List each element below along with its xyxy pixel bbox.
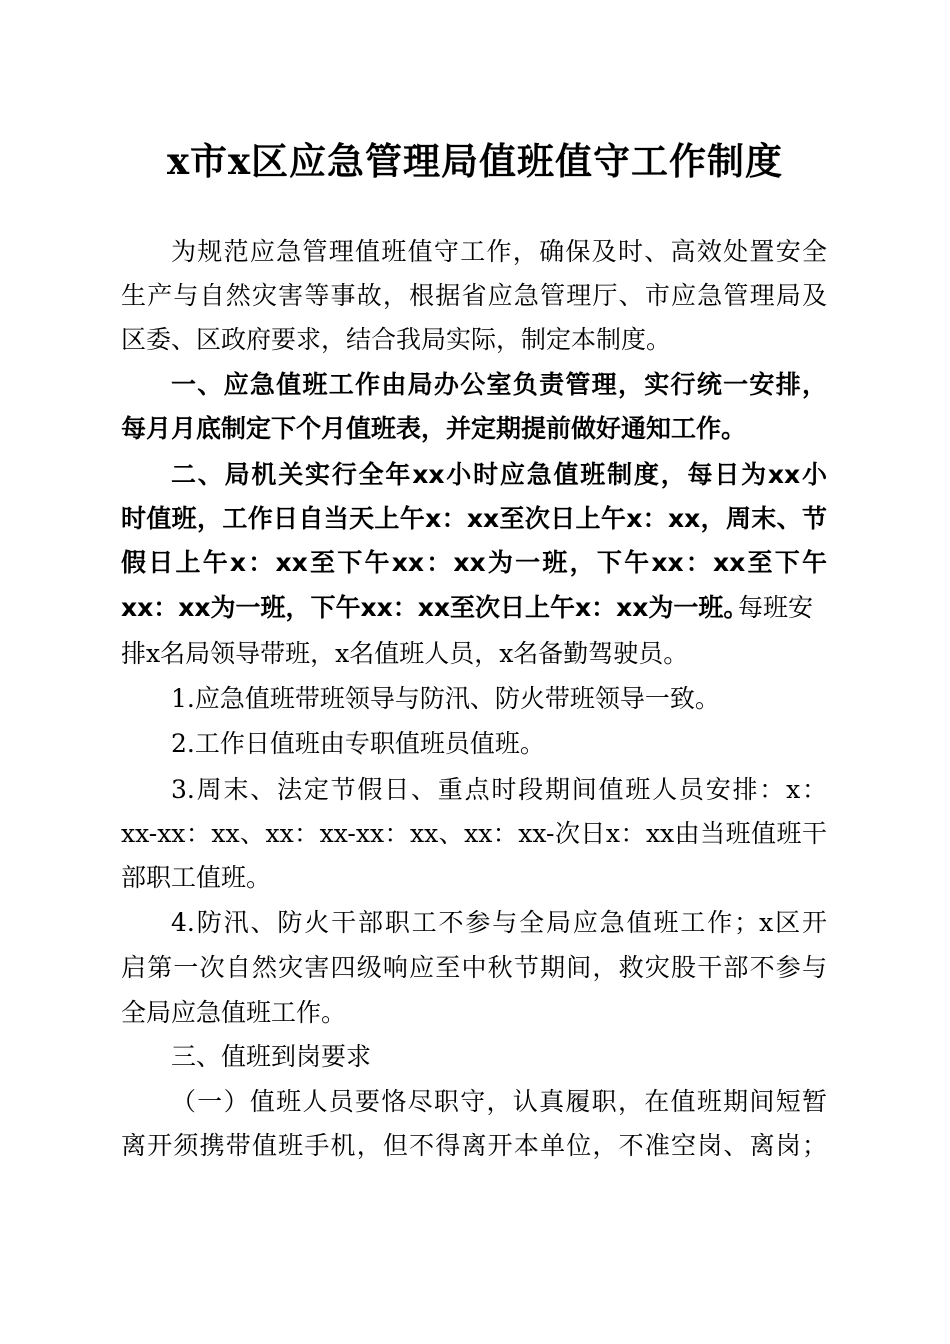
paragraph-line: （一）值班人员要恪尽职守，认真履职，在值班期间短暂 (171, 1087, 827, 1116)
paragraph-line: 区委、区政府要求，结合我局实际，制定本制度。 (121, 325, 672, 354)
section-heading-line: 二、局机关实行全年xx小时应急值班制度，每日为xx小 (171, 460, 827, 489)
list-item-continuation: 全局应急值班工作。 (121, 998, 347, 1027)
paragraph-line: 排x名局领导带班，x名值班人员，x名备勤驾驶员。 (121, 639, 689, 668)
list-item: 3.周末、法定节假日、重点时段期间值班人员安排：x： (171, 775, 827, 804)
list-item-continuation: xx-xx：xx、xx：xx-xx：xx、xx：xx-次日x：xx由当班值班干 (121, 819, 827, 848)
section-heading-line: 每月月底制定下个月值班表，并定期提前做好通知工作。 (121, 414, 747, 443)
section-heading-line: 三、值班到岗要求 (171, 1042, 372, 1071)
list-item-continuation: 部职工值班。 (121, 863, 272, 892)
list-item: 1.应急值班带班领导与防汛、防火带班领导一致。 (171, 684, 720, 713)
section-heading-line: 一、应急值班工作由局办公室负责管理，实行统一安排， (171, 370, 827, 399)
section-heading-line: 时值班，工作日自当天上午x：xx至次日上午x：xx，周末、节 (121, 504, 827, 533)
section-heading-line: xx：xx为一班，下午xx：xx至次日上午x：xx为一班。 (121, 593, 749, 622)
paragraph-line: 每班安 (738, 593, 814, 622)
paragraph-line: 生产与自然灾害等事故，根据省应急管理厅、市应急管理局及 (121, 281, 827, 310)
document-title: x市x区应急管理局值班值守工作制度 (166, 139, 784, 183)
paragraph-line: 离开须携带值班手机，但不得离开本单位，不准空岗、离岗； (121, 1131, 827, 1160)
list-item: 4.防汛、防火干部职工不参与全局应急值班工作；x区开 (171, 908, 827, 937)
section-heading-line: 假日上午x：xx至下午xx：xx为一班，下午xx：xx至下午 (121, 548, 827, 577)
list-item: 2.工作日值班由专职值班员值班。 (171, 729, 545, 758)
paragraph-line: 为规范应急管理值班值守工作，确保及时、高效处置安全 (171, 237, 827, 266)
list-item-continuation: 启第一次自然灾害四级响应至中秋节期间，救灾股干部不参与 (121, 953, 827, 982)
